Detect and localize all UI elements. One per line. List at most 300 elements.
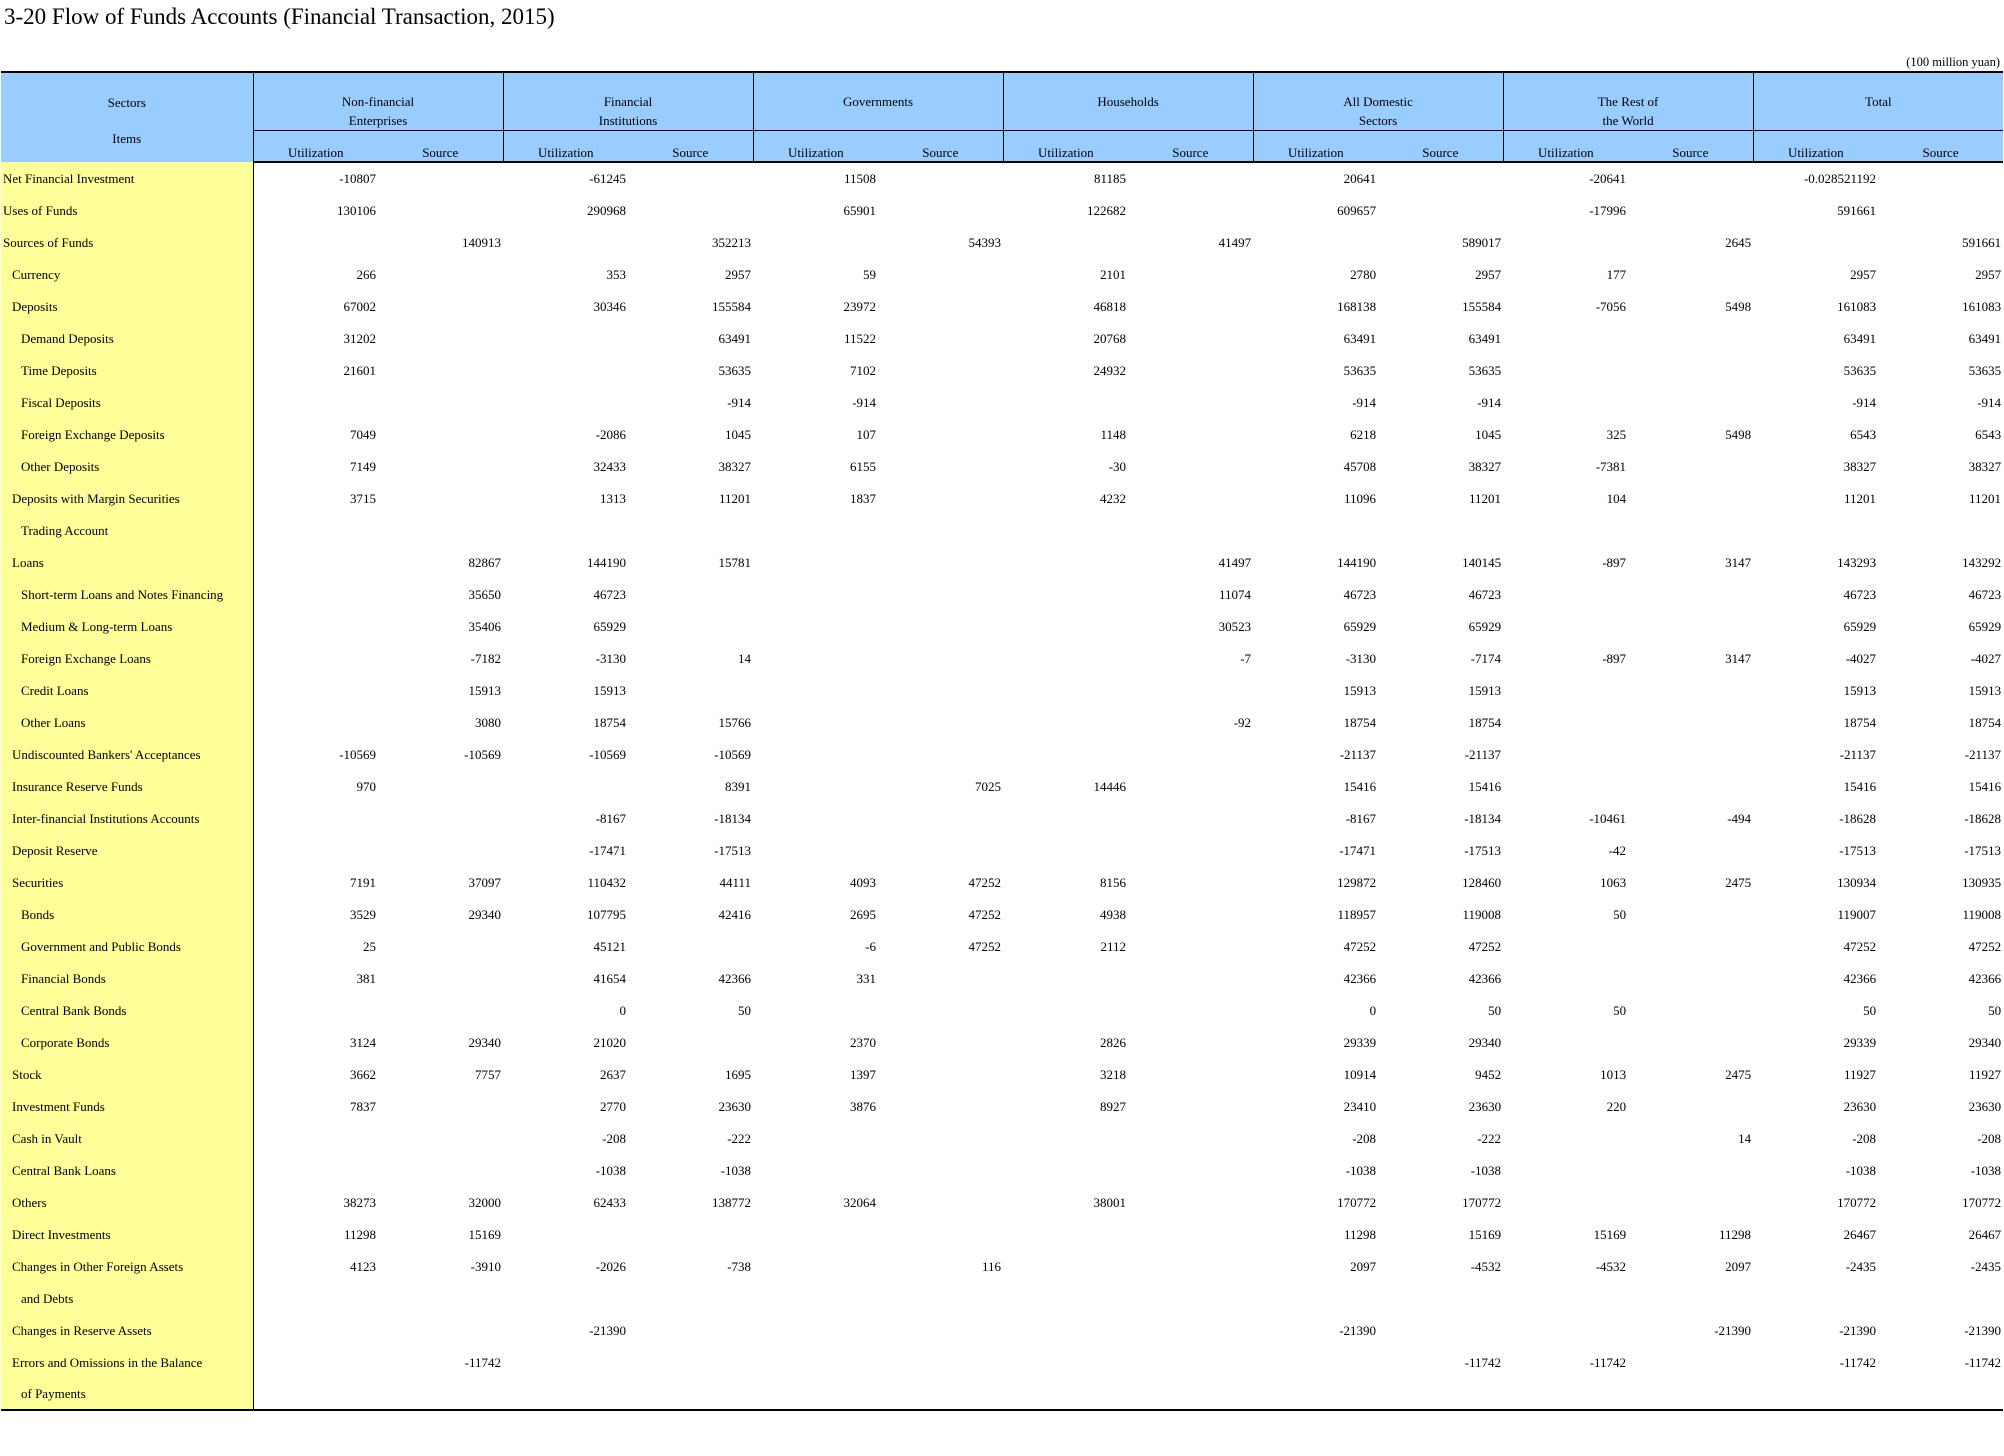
sectors-label: Sectors (107, 95, 146, 110)
table-cell (878, 1347, 1003, 1379)
table-row (1, 1379, 2003, 1410)
table-cell: 1045 (725, 427, 752, 442)
table-cell: 2475 (1725, 875, 1752, 890)
table-cell (1628, 899, 1753, 931)
table-cell: 47252 (1343, 939, 1377, 954)
table-cell (878, 419, 1003, 451)
table-cell (1503, 515, 1628, 547)
utilization-header: Utilization (1753, 131, 1878, 163)
table-cell (378, 931, 503, 963)
table-cell (1628, 483, 1753, 515)
sector-header (1753, 72, 2003, 131)
table-cell (503, 1347, 628, 1379)
row-label: Medium & Long-term Loans (1, 611, 253, 643)
table-cell: 2370 (850, 1035, 877, 1050)
table-cell (1503, 931, 1628, 963)
table-cell: -21137 (1464, 747, 1502, 762)
table-cell (378, 1155, 503, 1187)
table-cell (1128, 451, 1253, 483)
table-row (1, 1315, 2003, 1347)
table-cell: 29340 (1468, 1035, 1502, 1050)
table-cell (378, 1283, 503, 1315)
table-cell (1628, 1155, 1753, 1187)
table-cell: 46723 (1968, 587, 2002, 602)
table-cell: 2826 (1100, 1035, 1127, 1050)
table-cell (753, 995, 878, 1027)
table-cell (503, 515, 628, 547)
sector-header-line: Governments (843, 94, 914, 109)
table-cell: 290968 (587, 203, 627, 218)
table-cell: 110432 (587, 875, 627, 890)
table-cell: -10461 (1589, 811, 1627, 826)
table-cell: -11742 (1589, 1355, 1627, 1370)
table-cell: -6 (865, 939, 877, 954)
table-cell: 970 (356, 779, 376, 794)
table-cell (1003, 643, 1128, 675)
table-cell (753, 579, 878, 611)
table-cell (1253, 227, 1378, 259)
sector-header-line: Institutions (598, 113, 658, 128)
table-cell: 4123 (350, 1259, 376, 1274)
table-cell: -1038 (720, 1163, 752, 1178)
table-cell (1628, 707, 1753, 739)
table-cell: 107 (856, 427, 877, 442)
table-cell: 104 (1606, 491, 1627, 506)
table-row (1, 1155, 2003, 1187)
table-cell: 14 (738, 651, 752, 666)
table-cell (378, 323, 503, 355)
table-cell: -4027 (1970, 651, 2002, 666)
table-cell: -92 (1233, 715, 1252, 730)
row-label: Foreign Exchange Loans (1, 643, 253, 675)
table-cell (1128, 803, 1253, 835)
table-row (1, 195, 2003, 227)
sector-header (1253, 72, 1503, 131)
row-label: Cash in Vault (1, 1123, 253, 1155)
table-cell (378, 291, 503, 323)
table-cell (1628, 771, 1753, 803)
table-cell: -4532 (1470, 1259, 1502, 1274)
table-cell (253, 835, 378, 867)
table-cell: 38273 (343, 1195, 376, 1210)
table-cell: -3130 (1345, 651, 1377, 666)
table-cell: -42 (1608, 843, 1627, 858)
table-cell: 30346 (593, 299, 627, 314)
sector-header-line: Financial (603, 94, 653, 109)
table-cell (1503, 963, 1628, 995)
table-cell: 10914 (1343, 1067, 1377, 1082)
sector-header-line (754, 111, 1003, 130)
table-cell: 170772 (1337, 1195, 1377, 1210)
row-label: Changes in Other Foreign Assets (1, 1251, 253, 1283)
table-cell (1128, 1027, 1253, 1059)
table-cell: 47252 (1968, 939, 2002, 954)
row-label: Foreign Exchange Deposits (1, 419, 253, 451)
table-cell (503, 387, 628, 419)
table-cell: 65901 (843, 203, 877, 218)
table-cell (1003, 1379, 1128, 1410)
table-cell: 7049 (350, 427, 376, 442)
table-cell: -11742 (1964, 1355, 2002, 1370)
table-cell: -1038 (1470, 1163, 1502, 1178)
table-cell: 29340 (468, 1035, 502, 1050)
table-cell (1003, 1347, 1128, 1379)
table-cell (1503, 1123, 1628, 1155)
table-cell: 15781 (718, 555, 752, 570)
table-cell (1128, 1155, 1253, 1187)
table-cell: 118957 (1337, 907, 1377, 922)
row-label: Corporate Bonds (1, 1027, 253, 1059)
row-label: Inter-financial Institutions Accounts (1, 803, 253, 835)
table-cell: 3529 (350, 907, 376, 922)
table-cell: 1837 (850, 491, 877, 506)
table-cell (253, 387, 378, 419)
table-cell (878, 803, 1003, 835)
row-label: of Payments (1, 1379, 253, 1410)
table-cell: -17513 (1964, 843, 2002, 858)
table-cell: 50 (1613, 907, 1627, 922)
table-cell (1003, 1315, 1128, 1347)
table-cell (753, 515, 878, 547)
table-cell: 46723 (593, 587, 627, 602)
table-cell: 170772 (1462, 1195, 1502, 1210)
table-row (1, 291, 2003, 323)
table-cell (1253, 1283, 1378, 1315)
row-label: Insurance Reserve Funds (1, 771, 253, 803)
table-cell (628, 675, 753, 707)
table-cell (1128, 515, 1253, 547)
table-cell: 32000 (468, 1195, 502, 1210)
sector-header-line: Non-financial (341, 94, 415, 109)
row-label: Deposits (1, 291, 253, 323)
table-cell (1628, 1347, 1753, 1379)
table-cell: -11742 (464, 1355, 502, 1370)
table-cell (503, 355, 628, 387)
table-cell: 4938 (1100, 907, 1127, 922)
items-label: Items (112, 131, 142, 146)
table-cell: 47252 (1843, 939, 1877, 954)
table-cell (753, 675, 878, 707)
table-cell (1378, 1283, 1503, 1315)
sector-header (1503, 72, 1753, 131)
table-cell: 7837 (350, 1099, 376, 1114)
table-cell: 0 (619, 1003, 627, 1018)
table-row (1, 739, 2003, 771)
table-cell: 11298 (1344, 1227, 1377, 1242)
table-cell: 18754 (1343, 715, 1377, 730)
table-cell: 53635 (718, 363, 752, 378)
table-cell (1128, 1283, 1253, 1315)
row-label: Time Deposits (1, 355, 253, 387)
table-cell (878, 1379, 1003, 1410)
table-cell (753, 1219, 878, 1251)
table-cell: 50 (1488, 1003, 1502, 1018)
table-cell (1003, 995, 1128, 1027)
table-cell (253, 1347, 378, 1379)
table-row (1, 803, 2003, 835)
table-cell: -10569 (589, 747, 627, 762)
table-cell (378, 355, 503, 387)
table-cell (1628, 1187, 1753, 1219)
table-cell (1128, 1347, 1253, 1379)
table-cell: 18754 (593, 715, 627, 730)
table-cell (253, 1123, 378, 1155)
table-cell: 20768 (1093, 331, 1127, 346)
table-cell (878, 259, 1003, 291)
table-cell (1503, 227, 1628, 259)
table-cell: 2770 (600, 1099, 627, 1114)
table-cell (628, 1283, 753, 1315)
table-cell: -17996 (1589, 203, 1627, 218)
table-cell: 63491 (718, 331, 752, 346)
table-cell: -61245 (589, 171, 627, 186)
row-label: Other Loans (1, 707, 253, 739)
table-cell (253, 547, 378, 579)
table-cell: 46723 (1468, 587, 1502, 602)
table-cell: 65929 (1843, 619, 1877, 634)
source-header: Source (1628, 131, 1753, 163)
table-cell: 107795 (587, 907, 627, 922)
table-cell: 6218 (1350, 427, 1377, 442)
table-cell: 3218 (1100, 1067, 1127, 1082)
table-cell (753, 1347, 878, 1379)
table-cell (1628, 611, 1753, 643)
table-cell: 47252 (1468, 939, 1502, 954)
table-cell (1628, 963, 1753, 995)
table-cell: 42366 (1968, 971, 2002, 986)
table-cell (878, 1315, 1003, 1347)
table-cell: 46818 (1093, 299, 1127, 314)
table-cell (878, 739, 1003, 771)
table-cell: 138772 (712, 1195, 752, 1210)
table-cell: 3662 (350, 1067, 376, 1082)
table-cell: 7757 (475, 1067, 502, 1082)
row-label: Other Deposits (1, 451, 253, 483)
table-cell (628, 1315, 753, 1347)
table-cell: -18628 (1964, 811, 2002, 826)
table-cell: 38327 (1468, 459, 1502, 474)
table-row (1, 963, 2003, 995)
table-row (1, 1027, 2003, 1059)
table-cell: 63491 (1843, 331, 1877, 346)
sector-header-line (1004, 111, 1253, 130)
table-cell (1503, 1315, 1628, 1347)
table-cell (503, 771, 628, 803)
table-cell (378, 259, 503, 291)
table-cell: -208 (1352, 1131, 1377, 1146)
table-cell: -1038 (1845, 1163, 1877, 1178)
table-cell (753, 1283, 878, 1315)
table-cell: 1148 (1100, 427, 1127, 442)
table-cell: 45708 (1343, 459, 1377, 474)
table-cell (753, 707, 878, 739)
table-row (1, 1283, 2003, 1315)
table-cell: 26467 (1968, 1227, 2002, 1242)
row-label: Demand Deposits (1, 323, 253, 355)
table-cell: 54393 (968, 235, 1002, 250)
sectors-items-header (1, 72, 253, 162)
table-cell (1753, 1379, 1878, 1410)
table-cell: 129872 (1337, 875, 1377, 890)
table-cell: 2695 (850, 907, 877, 922)
table-cell (1753, 227, 1878, 259)
table-row (1, 1059, 2003, 1091)
table-cell: 62433 (593, 1195, 627, 1210)
row-label: Short-term Loans and Notes Financing (1, 579, 253, 611)
table-cell (378, 1091, 503, 1123)
table-cell: 4093 (850, 875, 877, 890)
table-cell (1628, 1283, 1753, 1315)
table-cell: 11927 (1969, 1067, 2002, 1082)
table-cell: -4532 (1595, 1259, 1627, 1274)
table-cell: 23630 (1468, 1099, 1502, 1114)
table-cell (378, 387, 503, 419)
sector-header-line: the World (1602, 113, 1654, 128)
table-cell (378, 419, 503, 451)
table-cell: 609657 (1337, 203, 1377, 218)
table-cell (378, 1123, 503, 1155)
table-cell: -208 (1977, 1131, 2002, 1146)
table-cell (1128, 1123, 1253, 1155)
table-cell: -897 (1602, 555, 1627, 570)
table-cell: 32433 (593, 459, 627, 474)
source-header: Source (1128, 131, 1253, 163)
table-cell (1628, 1379, 1753, 1410)
source-header: Source (628, 131, 753, 163)
table-cell: 63491 (1468, 331, 1502, 346)
table-cell (378, 483, 503, 515)
table-cell: 6155 (850, 459, 877, 474)
table-cell (1503, 1379, 1628, 1410)
table-cell (378, 771, 503, 803)
table-cell (628, 162, 753, 195)
table-cell (253, 675, 378, 707)
table-cell: 331 (856, 971, 877, 986)
row-label: Bonds (1, 899, 253, 931)
row-label: Errors and Omissions in the Balance (1, 1347, 253, 1379)
table-cell: 23630 (1968, 1099, 2002, 1114)
table-cell (1878, 515, 2003, 547)
source-header: Source (878, 131, 1003, 163)
table-cell (1878, 195, 2003, 227)
table-cell: 352213 (712, 235, 752, 250)
table-cell: 53635 (1968, 363, 2002, 378)
table-cell (1503, 739, 1628, 771)
table-cell: 11298 (1719, 1227, 1752, 1242)
table-cell (253, 1315, 378, 1347)
table-cell (1503, 323, 1628, 355)
table-cell: 2780 (1350, 267, 1377, 282)
table-row (1, 707, 2003, 739)
table-cell (753, 739, 878, 771)
table-cell: 119008 (1962, 907, 2002, 922)
table-cell: 37097 (468, 875, 502, 890)
table-cell: 8391 (725, 779, 752, 794)
sector-header-line: Households (1097, 94, 1159, 109)
table-cell (878, 162, 1003, 195)
table-cell (753, 1123, 878, 1155)
table-cell: 2645 (1725, 235, 1752, 250)
table-cell: 7149 (350, 459, 376, 474)
table-cell (1003, 387, 1128, 419)
table-row (1, 1187, 2003, 1219)
table-cell (253, 611, 378, 643)
sector-header-line (1754, 111, 2004, 130)
table-cell: 50 (1863, 1003, 1877, 1018)
table-cell (878, 451, 1003, 483)
table-cell (753, 835, 878, 867)
table-cell: 11298 (343, 1227, 376, 1242)
table-cell: -7 (1240, 651, 1252, 666)
table-row (1, 451, 2003, 483)
table-cell (253, 803, 378, 835)
table-row (1, 355, 2003, 387)
row-label: and Debts (1, 1283, 253, 1315)
table-cell (253, 995, 378, 1027)
table-cell: 38327 (1843, 459, 1877, 474)
table-cell (1378, 515, 1503, 547)
table-cell: 15416 (1968, 779, 2002, 794)
table-cell (1628, 1091, 1753, 1123)
table-body (1, 162, 2003, 1410)
sector-header-line: The Rest of (1597, 94, 1659, 109)
table-cell: -10569 (714, 747, 752, 762)
table-cell: 6543 (1975, 427, 2002, 442)
table-cell: 3715 (350, 491, 376, 506)
table-cell: 63491 (1343, 331, 1377, 346)
table-cell: -7174 (1470, 651, 1502, 666)
table-cell (1503, 1027, 1628, 1059)
table-cell (378, 1315, 503, 1347)
table-cell (753, 227, 878, 259)
table-cell: 155584 (712, 299, 752, 314)
sector-header-line: All Domestic (1343, 94, 1413, 109)
table-cell (1128, 323, 1253, 355)
table-cell (1003, 1219, 1128, 1251)
table-cell: 42416 (718, 907, 752, 922)
table-cell: 18754 (1968, 715, 2002, 730)
table-cell (753, 611, 878, 643)
utilization-header: Utilization (1253, 131, 1378, 163)
row-label: Stock (1, 1059, 253, 1091)
table-cell: 50 (738, 1003, 752, 1018)
row-label: Loans (1, 547, 253, 579)
table-cell: -8167 (1345, 811, 1377, 826)
table-cell (1628, 195, 1753, 227)
table-cell: 2097 (1725, 1259, 1752, 1274)
table-cell: 65929 (1968, 619, 2002, 634)
table-cell: 161083 (1962, 299, 2002, 314)
table-cell: 45121 (593, 939, 627, 954)
row-label: Deposit Reserve (1, 835, 253, 867)
table-cell: -11742 (1839, 1355, 1877, 1370)
table-cell: -3130 (595, 651, 627, 666)
table-cell (253, 707, 378, 739)
table-cell: 143293 (1837, 555, 1877, 570)
table-cell: 50 (1988, 1003, 2002, 1018)
table-cell: 7191 (350, 875, 376, 890)
table-cell (878, 707, 1003, 739)
table-row (1, 611, 2003, 643)
row-label: Uses of Funds (1, 195, 253, 227)
table-cell: 140913 (462, 235, 502, 250)
table-cell: -21390 (1339, 1323, 1377, 1338)
source-header: Source (1878, 131, 2003, 163)
table-cell: 15913 (1968, 683, 2002, 698)
table-cell (1503, 355, 1628, 387)
table-cell: -7381 (1595, 459, 1627, 474)
table-cell (753, 643, 878, 675)
